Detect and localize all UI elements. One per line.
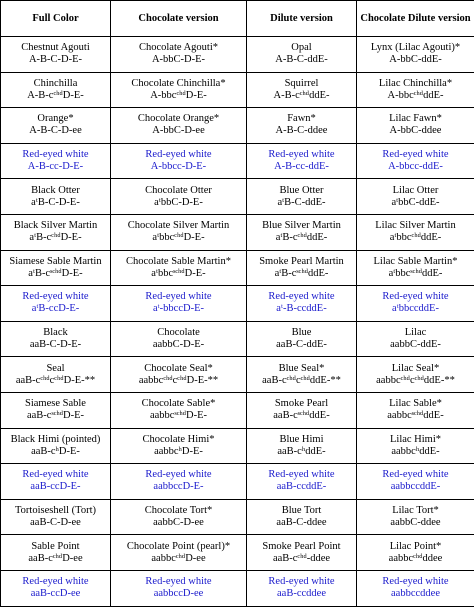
table-cell (357, 392, 474, 428)
variety-name: Fawn* (249, 113, 354, 125)
table-cell (111, 392, 247, 428)
genotype: aᵗbbcˢᶜʰᵈD-E- (113, 268, 244, 280)
variety-name: Lilac (359, 327, 472, 339)
variety-name: Lilac Otter (359, 185, 472, 197)
variety-name: Red-eyed white (249, 149, 354, 161)
genotype: aᵗbbcˢᶜʰᵈddE- (359, 268, 472, 280)
variety-name: Red-eyed white (359, 576, 472, 588)
table-cell (111, 286, 247, 322)
table-row (1, 72, 474, 108)
table-row (1, 143, 474, 179)
genotype: aabbcʰD-E- (113, 446, 244, 458)
genotype: aaB-ccddee (249, 588, 354, 600)
variety-name: Chocolate Sable* (113, 398, 244, 410)
table-cell (1, 286, 111, 322)
variety-name: Red-eyed white (359, 291, 472, 303)
table-cell (1, 179, 111, 215)
table-cell (247, 464, 357, 500)
genotype: aᵗbbC-ddE- (359, 197, 472, 209)
variety-name: Red-eyed white (3, 291, 108, 303)
table-cell (111, 250, 247, 286)
variety-name: Lilac Fawn* (359, 113, 472, 125)
genotype: aaB-C-D-E- (3, 339, 108, 351)
genotype: A-bbC-D-ee (113, 125, 244, 137)
variety-name: Blue Himi (249, 434, 354, 446)
table-cell (1, 464, 111, 500)
variety-name: Lilac Silver Martin (359, 220, 472, 232)
table-cell (1, 499, 111, 535)
table-cell (357, 108, 474, 144)
table-cell (247, 37, 357, 73)
table-cell (247, 535, 357, 571)
genotype: aᵗbbcᶜʰᵈddE- (359, 232, 472, 244)
column-header-chocolate: Chocolate version (111, 1, 247, 37)
table-cell (357, 464, 474, 500)
genotype: aabbC-D-ee (113, 517, 244, 529)
table-cell (357, 499, 474, 535)
table-cell (1, 143, 111, 179)
table-row (1, 250, 474, 286)
variety-name: Chocolate Orange* (113, 113, 244, 125)
genotype: A-bbcc-D-E- (113, 161, 244, 173)
genotype: aabbcᶜʰᵈcᶜʰᵈddE-** (359, 375, 472, 387)
genotype: aaB-ccD-E- (3, 481, 108, 493)
genotype: aabbC-D-E- (113, 339, 244, 351)
variety-name: Lilac Chinchilla* (359, 78, 472, 90)
variety-name: Red-eyed white (3, 149, 108, 161)
genotype: A-bbC-ddE- (359, 54, 472, 66)
table-cell (247, 392, 357, 428)
table-header (1, 1, 474, 37)
variety-name: Smoke Pearl Martin (249, 256, 354, 268)
table-row (1, 286, 474, 322)
variety-name: Black Silver Martin (3, 220, 108, 232)
genotype: aabbC-ddee (359, 517, 472, 529)
variety-name: Black Himi (pointed) (3, 434, 108, 446)
variety-name: Chocolate Tort* (113, 505, 244, 517)
genotype: aᵗ-B-ccddE- (249, 303, 354, 315)
genotype: aᵗB-cᶜʰᵈD-E- (3, 232, 108, 244)
variety-name: Lilac Sable Martin* (359, 256, 472, 268)
variety-name: Chestnut Agouti (3, 42, 108, 54)
genotype: aabbcᶜʰᵈddee (359, 553, 472, 565)
genotype: aaB-cᶜʰᵈ-ddee (249, 553, 354, 565)
variety-name: Lilac Sable* (359, 398, 472, 410)
genotype: aaB-C-ddE- (249, 339, 354, 351)
table-cell (111, 143, 247, 179)
table-cell (247, 250, 357, 286)
table-cell (357, 570, 474, 606)
table-cell (111, 214, 247, 250)
genotype: A-bbcᶜʰᵈddE- (359, 90, 472, 102)
variety-name: Squirrel (249, 78, 354, 90)
table-cell (357, 143, 474, 179)
table-cell (1, 570, 111, 606)
table-cell (1, 535, 111, 571)
table-cell (247, 570, 357, 606)
variety-name: Red-eyed white (113, 291, 244, 303)
table-row (1, 570, 474, 606)
variety-name: Siamese Sable (3, 398, 108, 410)
table-row (1, 214, 474, 250)
variety-name: Red-eyed white (359, 469, 472, 481)
variety-name: Smoke Pearl Point (249, 541, 354, 553)
genotype: A-bbcc-ddE- (359, 161, 472, 173)
table-cell (1, 214, 111, 250)
variety-name: Chocolate Sable Martin* (113, 256, 244, 268)
variety-name: Chocolate Seal* (113, 363, 244, 375)
genotype: aᵗB-ccD-E- (3, 303, 108, 315)
variety-name: Tortoiseshell (Tort) (3, 505, 108, 517)
variety-name: Red-eyed white (113, 469, 244, 481)
table-row (1, 357, 474, 393)
variety-name: Siamese Sable Martin (3, 256, 108, 268)
table-cell (357, 250, 474, 286)
variety-name: Blue Seal* (249, 363, 354, 375)
table-cell (111, 570, 247, 606)
table-cell (357, 72, 474, 108)
genotype: aabbccddee (359, 588, 472, 600)
table-cell (111, 535, 247, 571)
genotype: aabbccD-ee (113, 588, 244, 600)
genotype: aaB-cˢᶜʰᵈddE- (249, 410, 354, 422)
table-row (1, 428, 474, 464)
genotype: A-B-cc-D-E- (3, 161, 108, 173)
variety-name: Red-eyed white (3, 469, 108, 481)
table-cell (357, 357, 474, 393)
genotype: A-bbC-ddee (359, 125, 472, 137)
table-cell (357, 535, 474, 571)
table-cell (1, 392, 111, 428)
genotype: aabbcˢᶜʰᵈD-E- (113, 410, 244, 422)
variety-name: Black Otter (3, 185, 108, 197)
genotype: A-B-C-D-E- (3, 54, 108, 66)
column-header-full-color: Full Color (1, 1, 111, 37)
table-cell (111, 321, 247, 357)
table-cell (111, 428, 247, 464)
genotype: aabbcᶜʰᵈcᶜʰᵈD-E-** (113, 375, 244, 387)
genotype: aᵗbbcᶜʰᵈD-E- (113, 232, 244, 244)
genotype: A-B-cᶜʰᵈD-E- (3, 90, 108, 102)
table-cell (357, 179, 474, 215)
variety-name: Red-eyed white (113, 149, 244, 161)
genotype: aᵗB-cˢᶜʰᵈD-E- (3, 268, 108, 280)
variety-name: Blue (249, 327, 354, 339)
variety-name: Chocolate Otter (113, 185, 244, 197)
genotype: aaB-cᶜʰᵈcᶜʰᵈD-E-** (3, 375, 108, 387)
variety-name: Sable Point (3, 541, 108, 553)
table-row (1, 179, 474, 215)
table-cell (357, 286, 474, 322)
table-cell (1, 321, 111, 357)
variety-name: Lynx (Lilac Agouti)* (359, 42, 472, 54)
table-row (1, 108, 474, 144)
genotype: aabbccddE- (359, 481, 472, 493)
variety-name: Red-eyed white (3, 576, 108, 588)
genotype: aaB-ccddE- (249, 481, 354, 493)
column-header-chocolate-dilute: Chocolate Dilute version (357, 1, 474, 37)
column-header-dilute: Dilute version (247, 1, 357, 37)
genotype: aᵗB-C-ddE- (249, 197, 354, 209)
genotype: aabbcᶜʰᵈD-ee (113, 553, 244, 565)
genotype: aᵗB-C-D-E- (3, 197, 108, 209)
table-cell (247, 143, 357, 179)
genotype: aᵗbbccddE- (359, 303, 472, 315)
table-cell (111, 108, 247, 144)
table-cell (1, 428, 111, 464)
variety-name: Chocolate Himi* (113, 434, 244, 446)
genotype: A-bbcᶜʰᵈD-E- (113, 90, 244, 102)
table-cell (111, 464, 247, 500)
table-row (1, 37, 474, 73)
variety-name: Chocolate Agouti* (113, 42, 244, 54)
genotype: aaB-C-D-ee (3, 517, 108, 529)
genotype: aabbccD-E- (113, 481, 244, 493)
table-cell (247, 499, 357, 535)
genotype: A-bbC-D-E- (113, 54, 244, 66)
variety-name: Red-eyed white (249, 576, 354, 588)
variety-name: Chocolate Point (pearl)* (113, 541, 244, 553)
table-cell (111, 37, 247, 73)
variety-name: Blue Otter (249, 185, 354, 197)
genotype: A-B-C-ddE- (249, 54, 354, 66)
table-cell (357, 214, 474, 250)
variety-name: Chocolate (113, 327, 244, 339)
variety-name: Blue Silver Martin (249, 220, 354, 232)
variety-name: Red-eyed white (113, 576, 244, 588)
table-cell (111, 72, 247, 108)
table-cell (247, 108, 357, 144)
genotype: aᵗbbC-D-E- (113, 197, 244, 209)
genotype: aaB-ccD-ee (3, 588, 108, 600)
table-row (1, 499, 474, 535)
variety-name: Lilac Point* (359, 541, 472, 553)
genotype: aaB-C-ddee (249, 517, 354, 529)
genotype: aaB-cˢᶜʰᵈD-E- (3, 410, 108, 422)
variety-name: Lilac Himi* (359, 434, 472, 446)
genotype: aaB-cᶜʰᵈcᶜʰᵈddE-** (249, 375, 354, 387)
table-cell (247, 428, 357, 464)
table-cell (111, 179, 247, 215)
variety-name: Orange* (3, 113, 108, 125)
header-row (1, 1, 474, 37)
table-cell (247, 179, 357, 215)
table-cell (1, 37, 111, 73)
table-cell (111, 357, 247, 393)
table-row (1, 464, 474, 500)
genotype: aᵗB-cˢᶜʰᵈddE- (249, 268, 354, 280)
genotype: A-B-cc-ddE- (249, 161, 354, 173)
table-row (1, 535, 474, 571)
genotype: aᵗB-cᶜʰᵈddE- (249, 232, 354, 244)
variety-name: Red-eyed white (249, 291, 354, 303)
genotype: aabbcʰddE- (359, 446, 472, 458)
variety-name: Lilac Seal* (359, 363, 472, 375)
genotype: A-B-C-ddee (249, 125, 354, 137)
variety-name: Chocolate Chinchilla* (113, 78, 244, 90)
genotype: aabbcˢᶜʰᵈddE- (359, 410, 472, 422)
genotype: aabbC-ddE- (359, 339, 472, 351)
variety-name: Red-eyed white (249, 469, 354, 481)
table-cell (1, 108, 111, 144)
genotype: aaB-cʰddE- (249, 446, 354, 458)
table-cell (247, 72, 357, 108)
variety-name: Lilac Tort* (359, 505, 472, 517)
table-cell (247, 321, 357, 357)
table-row (1, 392, 474, 428)
variety-name: Smoke Pearl (249, 398, 354, 410)
variety-name: Red-eyed white (359, 149, 472, 161)
table-cell (1, 250, 111, 286)
variety-name: Blue Tort (249, 505, 354, 517)
table-cell (357, 428, 474, 464)
table-cell (247, 214, 357, 250)
table-cell (247, 286, 357, 322)
variety-name: Opal (249, 42, 354, 54)
genotype: aaB-cᶜʰᵈD-ee (3, 553, 108, 565)
variety-name: Black (3, 327, 108, 339)
variety-name: Chinchilla (3, 78, 108, 90)
genotype: aaB-cʰD-E- (3, 446, 108, 458)
variety-name: Chocolate Silver Martin (113, 220, 244, 232)
table-cell (1, 357, 111, 393)
genotype: A-B-cᶜʰᵈddE- (249, 90, 354, 102)
table-cell (247, 357, 357, 393)
table-body (1, 37, 474, 607)
table-cell (111, 499, 247, 535)
genotype: aᵗ-bbccD-E- (113, 303, 244, 315)
table-cell (357, 37, 474, 73)
table-cell (1, 72, 111, 108)
table-cell (357, 321, 474, 357)
table-row (1, 321, 474, 357)
variety-name: Seal (3, 363, 108, 375)
genotype: A-B-C-D-ee (3, 125, 108, 137)
